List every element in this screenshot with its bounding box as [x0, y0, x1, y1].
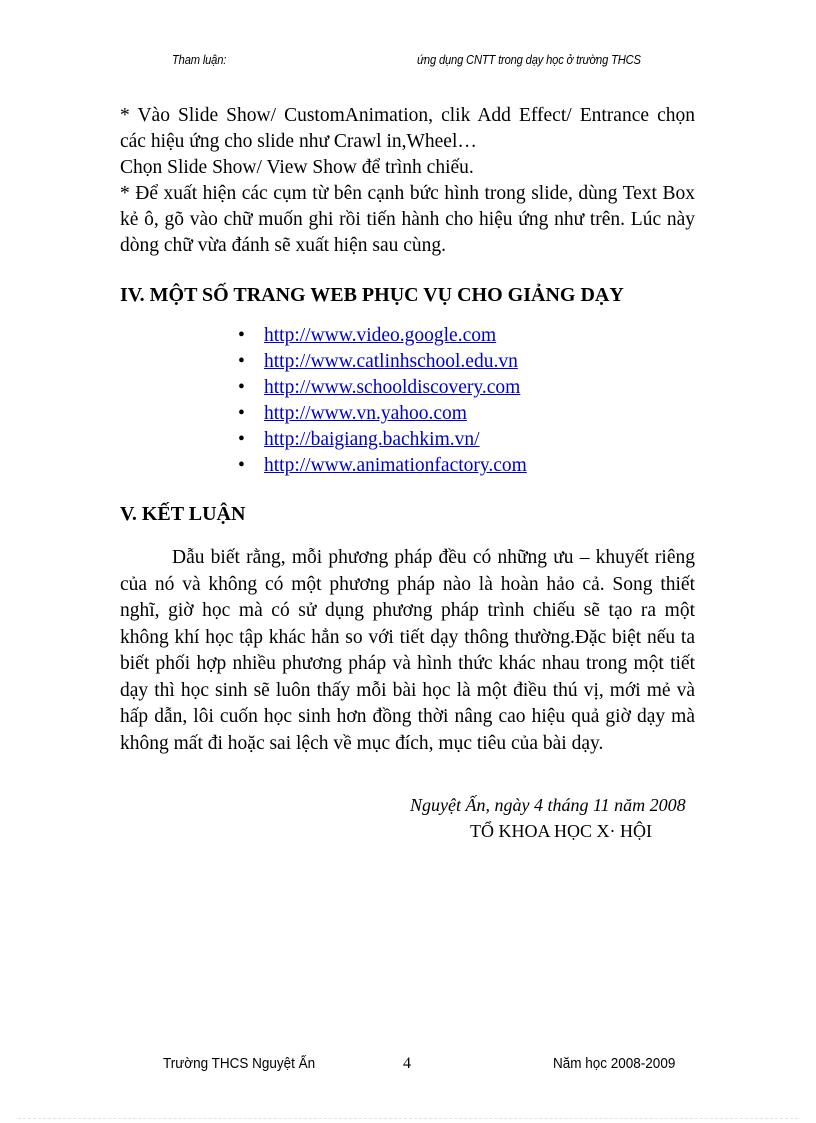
list-item [238, 427, 527, 453]
list-item [238, 453, 527, 479]
bullet-icon: • [238, 429, 245, 450]
bullet-icon: • [238, 403, 245, 424]
header-left: Tham luận: [172, 52, 227, 67]
intro-paragraph: * Để xuất hiện các cụm từ bên cạnh bức hình trong slide, dùng Text Box kẻ ô, gõ vào chữ muốn ghi rồi tiến hành cho hiệu ứng như trên. Lúc này dòng chữ vừa đánh sẽ xuất hiện sau cùng. [120, 183, 695, 256]
intro-paragraph: * Vào Slide Show/ CustomAnimation, clik Add Effect/ Entrance chọn các hiệu ứng cho slide như Crawl in,Wheel… [120, 105, 695, 152]
intro-block [120, 103, 695, 259]
footer-school-year: Năm học 2008-2009 [553, 1055, 676, 1072]
web-link[interactable]: http://www.catlinhschool.edu.vn [264, 351, 518, 372]
footer-school: Trường THCS Nguyệt Ấn [163, 1055, 316, 1072]
intro-paragraph: Chọn Slide Show/ View Show để trình chiếu. [120, 157, 474, 178]
page-edge-divider [18, 1118, 798, 1119]
section-4-title: IV. MỘT SỐ TRANG WEB PHỤC VỤ CHO GIẢNG DẠY [120, 284, 624, 306]
web-link-list [238, 323, 527, 479]
web-link[interactable]: http://www.video.google.com [264, 325, 497, 346]
signature-organization: TỔ KHOA HỌC X· HỘI [470, 821, 652, 841]
web-link[interactable]: http://www.vn.yahoo.com [264, 403, 467, 424]
web-link[interactable]: http://baigiang.bachkim.vn/ [264, 429, 480, 450]
bullet-icon: • [238, 455, 245, 476]
web-link[interactable]: http://www.animationfactory.com [264, 455, 527, 476]
header-right: ứng dụng CNTT trong dạy học ở trường THCS [417, 52, 641, 67]
list-item [238, 375, 527, 401]
bullet-icon: • [238, 377, 245, 398]
web-link[interactable]: http://www.schooldiscovery.com [264, 377, 521, 398]
page-number: 4 [403, 1055, 411, 1072]
list-item [238, 323, 527, 349]
conclusion-paragraph: Dẫu biết rằng, mỗi phương pháp đều có những ưu – khuyết riêng của nó và không có một phương pháp nào là hoàn hảo cả. Song thiết nghĩ, giờ học mà có sử dụng phương pháp trình chiếu sẽ tạo ra một không khí học tập khác hẳn so với tiết dạy thông thường.Đặc biệt nếu ta biết phối hợp nhiều phương pháp và hình thức khác nhau trong một tiết dạy thì học sinh sẽ luôn thấy mỗi bài học là một điều thú vị, mới mẻ và hấp dẫn, lôi cuốn học sinh hơn đồng thời nâng cao hiệu quả giờ dạy mà không mất đi hoặc sai lệch về mục đích, mục tiêu của bài dạy. [120, 547, 695, 754]
signature-date: Nguyệt Ấn, ngày 4 tháng 11 năm 2008 [410, 795, 686, 815]
list-item [238, 401, 527, 427]
list-item [238, 349, 527, 375]
bullet-icon: • [238, 351, 245, 372]
section-5-title: V. KẾT LUẬN [120, 503, 246, 525]
bullet-icon: • [238, 325, 245, 346]
